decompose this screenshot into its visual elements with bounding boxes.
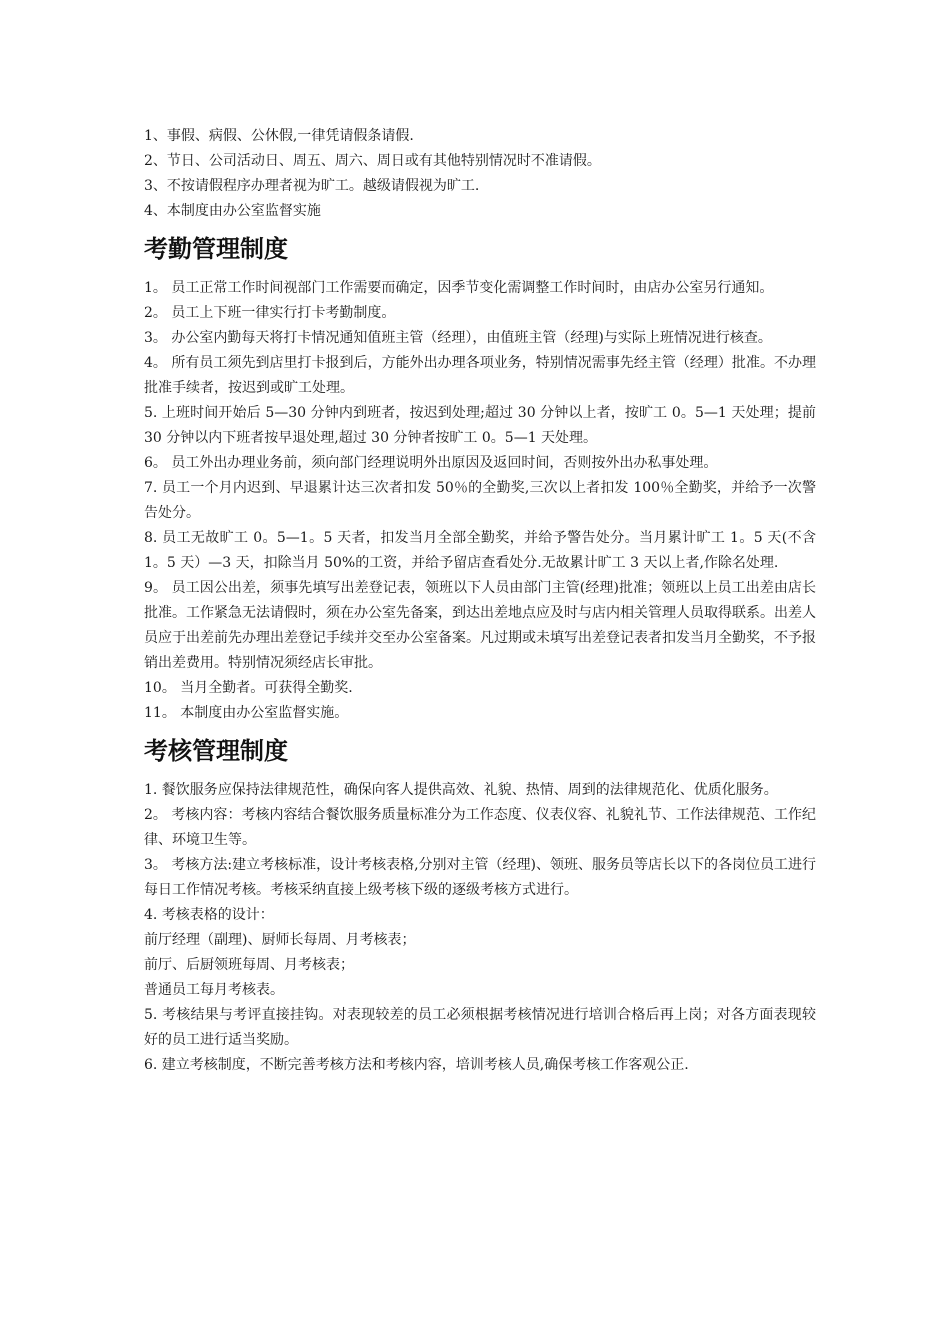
list-item: 1。 员工正常工作时间视部门工作需要而确定，因季节变化需调整工作时间时，由店办公室另行通知。 [144,280,774,296]
list-item: 9。 员工因公出差，须事先填写出差登记表，领班以下人员由部门主管(经理)批准；领班以上员工出差由店长批准。工作紧急无法请假时，须在办公室先备案，到达出差地点应及时与店内相关管理人员取得联系。出差人员应于出差前先办理出差登记手续并交至办公室备案。凡过期或未填写出差登记表者扣发当月全勤奖，不予报销出差费用。特别情况须经店长审批。 [144,580,816,671]
list-item: 4。 所有员工须先到店里打卡报到后，方能外出办理各项业务，特别情况需事先经主管（经理）批准。不办理批准手续者，按迟到或旷工处理。 [144,355,816,396]
list-item: 5. 上班时间开始后 5—30 分钟内到班者，按迟到处理;超过 30 分钟以上者，按旷工 0。5—1 天处理；提前 30 分钟以内下班者按早退处理,超过 30 分钟者按旷工 0。5—1 天处理。 [144,405,816,446]
list-item: 5. 考核结果与考评直接挂钩。对表现较差的员工必须根据考核情况进行培训合格后再上岗；对各方面表现较好的员工进行适当奖励。 [144,1007,816,1048]
list-item: 11。 本制度由办公室监督实施。 [144,705,349,721]
assessment-heading: 考核管理制度 [144,737,288,765]
document-page [144,124,816,1078]
list-item: 4、本制度由办公室监督实施 [144,203,321,219]
list-item: 2。 员工上下班一律实行打卡考勤制度。 [144,305,396,321]
list-item: 前厅、后厨领班每周、月考核表； [144,957,354,973]
list-item: 1. 餐饮服务应保持法律规范性，确保向客人提供高效、礼貌、热情、周到的法律规范化、优质化服务。 [144,782,778,798]
list-item: 4. 考核表格的设计： [144,907,274,923]
list-item: 6。 员工外出办理业务前，须向部门经理说明外出原因及返回时间，否则按外出办私事处理。 [144,455,718,471]
leave-rules-section [144,124,816,224]
list-item: 3。 办公室内勤每天将打卡情况通知值班主管（经理），由值班主管（经理)与实际上班情况进行核查。 [144,330,772,346]
assessment-section [144,736,816,1078]
list-item: 普通员工每月考核表。 [144,982,284,998]
list-item: 6. 建立考核制度，不断完善考核方法和考核内容，培训考核人员,确保考核工作客观公正. [144,1057,689,1073]
list-item: 8. 员工无故旷工 0。5—1。5 天者，扣发当月全部全勤奖，并给予警告处分。当月累计旷工 1。5 天(不含 1。5 天）—3 天，扣除当月 50%的工资，并给予留店查看处分.无故累计旷工 3 天以上者,作除名处理. [144,530,816,571]
list-item: 2、节日、公司活动日、周五、周六、周日或有其他特别情况时不准请假。 [144,153,601,169]
list-item: 前厅经理（副理)、厨师长每周、月考核表； [144,932,416,948]
attendance-section [144,234,816,726]
list-item: 2。 考核内容：考核内容结合餐饮服务质量标准分为工作态度、仪表仪容、礼貌礼节、工作法律规范、工作纪律、环境卫生等。 [144,807,816,848]
list-item: 7. 员工一个月内迟到、早退累计达三次者扣发 50％的全勤奖,三次以上者扣发 100％全勤奖，并给予一次警告处分。 [144,480,816,521]
list-item: 3、不按请假程序办理者视为旷工。越级请假视为旷工. [144,178,480,194]
attendance-heading: 考勤管理制度 [144,235,288,263]
list-item: 10。 当月全勤者。可获得全勤奖. [144,680,353,696]
list-item: 1、事假、病假、公休假,一律凭请假条请假. [144,128,414,144]
list-item: 3。 考核方法:建立考核标准，设计考核表格,分别对主管（经理)、领班、服务员等店长以下的各岗位员工进行每日工作情况考核。考核采纳直接上级考核下级的逐级考核方式进行。 [144,857,816,898]
